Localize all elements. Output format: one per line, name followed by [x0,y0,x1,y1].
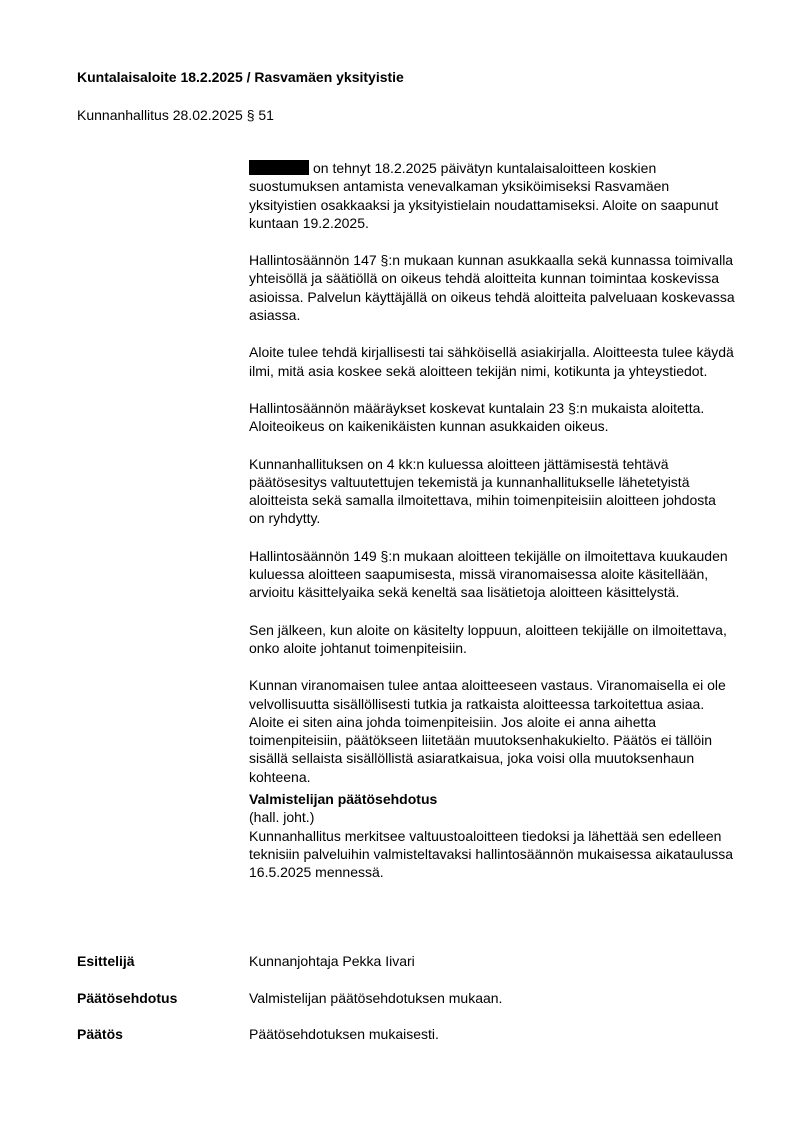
document-title: Kuntalaisaloite 18.2.2025 / Rasvamäen yksityistie [77,69,404,85]
decision-proposal-value: Valmistelijan päätösehdotuksen mukaan. [249,990,503,1006]
paragraph-regulation-149: Hallintosäännön 149 §:n mukaan aloitteen tekijälle on ilmoitettava kuukauden kuluessa aloitteen saapumisesta, missä viranomaisessa aloite käsitellään, arvioitu käsittelyaika sekä keneltä saa lisätietoja aloitteen käsittelystä. [249,547,728,601]
proposal-author: (hall. joht.) [249,809,315,826]
redacted-name [249,160,309,175]
paragraph-written-form: Aloite tulee tehdä kirjallisesti tai sähköisellä asiakirjalla. Aloitteesta tulee käydä ilmi, mitä asia koskee sekä aloitteen tekijän nimi, kotikunta ja yhteystiedot. [249,344,734,379]
meeting-reference: Kunnanhallitus 28.02.2025 § 51 [77,107,274,123]
paragraph-board-deadline: Kunnanhallituksen on 4 kk:n kuluessa aloitteen jättämisestä tehtävä päätösesitys valtuutettujen tekemistä ja kunnanhallitukselle lähetetyistä aloitteista sekä samalla ilmoitettava, mihin toimenpiteisiin aloitteen johdosta on ryhdytty. [249,455,716,527]
proposal-heading: Valmistelijan päätösehdotus [249,791,438,808]
decision-label: Päätös [77,1026,123,1042]
document-body [249,159,735,882]
presenter-label: Esittelijä [77,953,135,969]
proposal-section [249,790,735,881]
paragraph-regulation-147: Hallintosäännön 147 §:n mukaan kunnan asukkaalla sekä kunnassa toimivalla yhteisöllä ja säätiöllä on oikeus tehdä aloitteita kunnan toimintaa koskevissa asioissa. Palvelun käyttäjällä on oikeus tehdä aloitteita palveluaan koskevassa asiassa. [249,252,735,324]
decision-value: Päätösehdotuksen mukaisesti. [249,1026,439,1042]
proposal-text: Kunnanhallitus merkitsee valtuustoaloitteen tiedoksi ja lähettää sen edelleen teknisiin palveluihin valmisteltavaksi hallintosäännön mukaisessa aikataulussa 16.5.2025 mennessä. [249,827,734,881]
presenter-value: Kunnanjohtaja Pekka Iivari [249,953,415,969]
paragraph-initiative-text: on tehnyt 18.2.2025 päivätyn kuntalaisaloitteen koskien suostumuksen antamista venevalkaman yksiköimiseksi Rasvamäen yksityistien osakkaaksi ja yksityistielain noudattamiseksi. Aloite on saapunut kuntaan 19.2.2025. [249,160,719,231]
paragraph-response: Kunnan viranomaisen tulee antaa aloitteeseen vastaus. Viranomaisella ei ole velvollisuutta sisällöllisesti tutkia ja ratkaista aloitteessa tarkoitettua asiaa. Aloite ei siten aina johda toimenpiteisiin. Jos aloite ei anna aihetta toimenpiteisiin, päätökseen liitetään muutoksenhakukielto. Päätös ei tällöin sisällä sellaista sisällöllistä asiaratkaisua, joka voisi olla muutoksenhaun kohteena. [249,677,726,785]
paragraph-after-processing: Sen jälkeen, kun aloite on käsitelty loppuun, aloitteen tekijälle on ilmoitettava, onko aloite johtanut toimenpiteisiin. [249,621,727,656]
decision-proposal-label: Päätösehdotus [77,990,178,1006]
paragraph-municipal-law: Hallintosäännön määräykset koskevat kuntalain 23 §:n mukaista aloitetta. Aloiteoikeus on kaikenikäisten kunnan asukkaiden oikeus. [249,399,705,435]
paragraph-initiative [249,159,735,232]
